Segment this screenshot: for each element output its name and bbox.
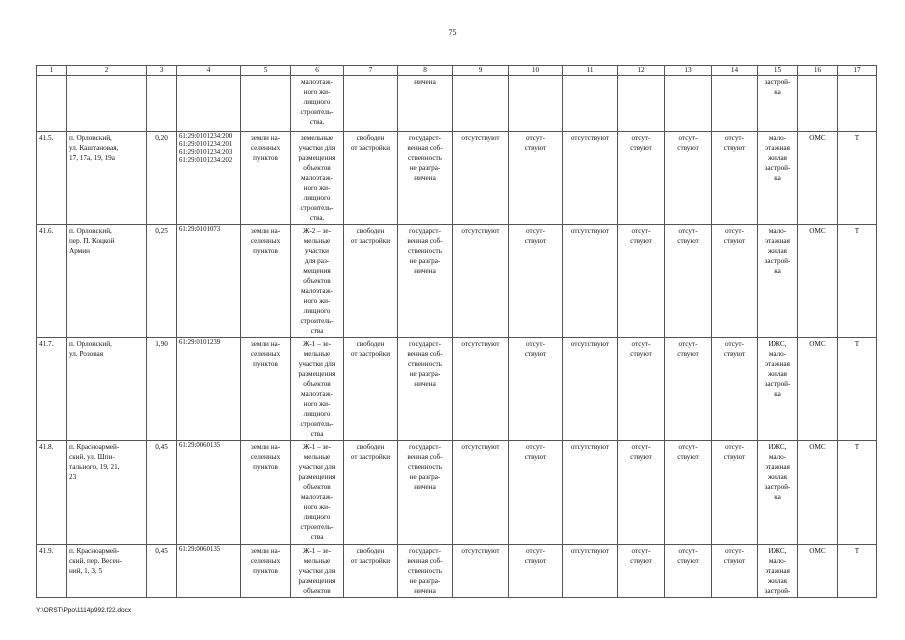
column-header: 17 — [838, 66, 877, 76]
table-cell-col12: отсут- ствуют — [618, 225, 665, 338]
column-header: 4 — [177, 66, 241, 76]
table-cell-col9: отсутствуют — [453, 338, 509, 441]
cadastral-numbers-cell — [177, 338, 241, 441]
table-cell-col1 — [37, 76, 67, 132]
table-cell-col12: отсут- ствуют — [618, 132, 665, 225]
table-cell-col14: отсут- ствуют — [712, 132, 758, 225]
table-cell-col13: отсут- ствуют — [665, 545, 712, 598]
column-header: 2 — [67, 66, 147, 76]
cadastral-number: 61:29:0060135 — [179, 546, 221, 553]
table-cell-col9 — [453, 76, 509, 132]
table-cell-col3: 1,90 — [147, 338, 177, 441]
table-cell-col10: отсут- ствуют — [509, 545, 563, 598]
table-row — [37, 545, 877, 598]
table-cell-col7: свободен от застройки — [344, 545, 398, 598]
table-cell-col5: земли на- селенных пунктов — [241, 545, 291, 598]
cadastral-numbers-cell — [177, 441, 241, 545]
table-cell-col14: отсут- ствуют — [712, 225, 758, 338]
table-cell-col16 — [798, 76, 838, 132]
table-cell-col6: земельные участки для размещения объектов малоэтаж- ного жи- лищного строитель- ства. — [291, 132, 344, 225]
table-cell-col17: Т — [838, 225, 877, 338]
table-cell-col14: отсут- ствуют — [712, 545, 758, 598]
table-cell-col5: земли на- селенных пунктов — [241, 441, 291, 545]
table-cell-col10: отсут- ствуют — [509, 441, 563, 545]
table-cell-col14: отсут- ствуют — [712, 441, 758, 545]
table-cell-col6: Ж-1 – зе- мельные участки для размещения объектов малоэтаж- ного жи- лищного строитель- ства — [291, 441, 344, 545]
table-cell-col16: ОМС — [798, 225, 838, 338]
cadastral-numbers-cell — [177, 545, 241, 598]
table-cell-col6: Ж-2 – зе- мельные участки для раз- мещения объектов малоэтаж- ного жи- лищного строитель- ства — [291, 225, 344, 338]
column-header: 9 — [453, 66, 509, 76]
table-cell-col2: п. Красноармей- ский, ул. Шпи- тального, 19, 21, 23 — [67, 441, 147, 545]
table-cell-col8: государст- венная соб- ственность не разгра- ничена — [398, 545, 453, 598]
table-cell-col17: Т — [838, 545, 877, 598]
column-header: 11 — [563, 66, 618, 76]
table-cell-col6: Ж-1 – зе- мельные участки для размещения объектов малоэтаж- ного жи- лищного строитель- ства — [291, 338, 344, 441]
cadastral-numbers-cell — [177, 76, 241, 132]
column-header: 12 — [618, 66, 665, 76]
header-row — [37, 66, 877, 76]
column-header: 1 — [37, 66, 67, 76]
table-cell-col7: свободен от застройки — [344, 225, 398, 338]
table-row — [37, 225, 877, 338]
table-cell-col1: 41.7. — [37, 338, 67, 441]
table-row — [37, 338, 877, 441]
cadastral-number: 61:29:0101234:201 — [179, 141, 233, 148]
table-cell-col3: 0,45 — [147, 545, 177, 598]
table-cell-col11: отсутствуют — [563, 338, 618, 441]
table-cell-col17: Т — [838, 441, 877, 545]
table-cell-col15: мало- этажная жилая застрой- ка — [758, 132, 798, 225]
table-cell-col12: отсут- ствуют — [618, 441, 665, 545]
table-cell-col10: отсут- ствуют — [509, 338, 563, 441]
table-cell-col14 — [712, 76, 758, 132]
table-cell-col6: Ж-1 – зе- мельные участки для размещения объектов — [291, 545, 344, 598]
cadastral-numbers-cell — [177, 132, 241, 225]
table-cell-col11 — [563, 76, 618, 132]
table-cell-col15: ИЖС, мало- этажная жилая застрой- ка — [758, 338, 798, 441]
page-number: 75 — [448, 28, 457, 37]
cadastral-number: 61:29:0101234:202 — [179, 157, 233, 164]
cadastral-numbers-cell — [177, 225, 241, 338]
table-cell-col7 — [344, 76, 398, 132]
table-cell-col9: отсутствуют — [453, 441, 509, 545]
table-cell-col5: земли на- селенных пунктов — [241, 132, 291, 225]
table-cell-col2: п. Орловский, ул. Каштановая, 17, 17а, 19, 19а — [67, 132, 147, 225]
table-cell-col13: отсут- ствуют — [665, 441, 712, 545]
table-cell-col8: государст- венная соб- ственность не разгра- ничена — [398, 225, 453, 338]
table-cell-col11: отсутствуют — [563, 545, 618, 598]
table-cell-col9: отсутствуют — [453, 545, 509, 598]
column-header: 6 — [291, 66, 344, 76]
table-cell-col17: Т — [838, 132, 877, 225]
table-cell-col12 — [618, 76, 665, 132]
cadastral-number: 61:29:0101234:203 — [179, 149, 233, 156]
table-cell-col15: мало- этажная жилая застрой- ка — [758, 225, 798, 338]
table-cell-col5: земли на- селенных пунктов — [241, 225, 291, 338]
table-cell-col16: ОМС — [798, 132, 838, 225]
column-header: 3 — [147, 66, 177, 76]
table-cell-col5 — [241, 76, 291, 132]
footer-file-path: Y:\ORST\Ppo\1114p992.f22.docx — [36, 607, 132, 614]
table-cell-col11: отсутствуют — [563, 225, 618, 338]
table-cell-col2 — [67, 76, 147, 132]
table-cell-col14: отсут- ствуют — [712, 338, 758, 441]
table-cell-col10: отсут- ствуют — [509, 132, 563, 225]
table-cell-col2: п. Орловский, пер. П. Коцкой Армин — [67, 225, 147, 338]
table-cell-col15: ИЖС, мало- этажная жилая застрой- ка — [758, 441, 798, 545]
table-row — [37, 441, 877, 545]
table-cell-col17: Т — [838, 338, 877, 441]
table-cell-col11: отсутствуют — [563, 441, 618, 545]
table-cell-col8: государст- венная соб- ственность не разгра- ничена — [398, 441, 453, 545]
cadastral-number: 61:29:0101234:200 — [179, 133, 233, 140]
table-cell-col11: отсутствуют — [563, 132, 618, 225]
table-cell-col17 — [838, 76, 877, 132]
table-cell-col8: ничена — [398, 76, 453, 132]
table-cell-col13: отсут- ствуют — [665, 225, 712, 338]
table-cell-col10: отсут- ствуют — [509, 225, 563, 338]
table-cell-col13: отсут- ствуют — [665, 132, 712, 225]
table-cell-col2: п. Красноармей- ский, пер. Весен- ний, 1, 3, 5 — [67, 545, 147, 598]
column-header: 7 — [344, 66, 398, 76]
column-header: 16 — [798, 66, 838, 76]
table-cell-col16: ОМС — [798, 338, 838, 441]
cadastral-number: 61:29:0101073 — [179, 226, 221, 233]
table-cell-col6: малоэтаж- ного жи- лищного строитель- ства. — [291, 76, 344, 132]
table-cell-col1: 41.6. — [37, 225, 67, 338]
land-plots-table — [36, 65, 877, 598]
table-cell-col10 — [509, 76, 563, 132]
column-header: 5 — [241, 66, 291, 76]
cadastral-number: 61:29:0060135 — [179, 442, 221, 449]
column-header: 15 — [758, 66, 798, 76]
table-cell-col2: п. Орловский, ул. Розовая — [67, 338, 147, 441]
column-header: 10 — [509, 66, 563, 76]
table-cell-col7: свободен от застройки — [344, 441, 398, 545]
table-cell-col3: 0,20 — [147, 132, 177, 225]
table-cell-col13 — [665, 76, 712, 132]
table-cell-col1: 41.8. — [37, 441, 67, 545]
table-cell-col15: застрой- ка — [758, 76, 798, 132]
column-header: 13 — [665, 66, 712, 76]
table-cell-col15: ИЖС, мало- этажная жилая застрой- — [758, 545, 798, 598]
table-cell-col16: ОМС — [798, 545, 838, 598]
table-cell-col1: 41.5. — [37, 132, 67, 225]
table-cell-col9: отсутствуют — [453, 225, 509, 338]
table-cell-col12: отсут- ствуют — [618, 338, 665, 441]
table-row — [37, 76, 877, 132]
table-cell-col3: 0,25 — [147, 225, 177, 338]
table-cell-col5: земли на- селенных пунктов — [241, 338, 291, 441]
table-cell-col3: 0,45 — [147, 441, 177, 545]
column-header: 14 — [712, 66, 758, 76]
table-cell-col9: отсутствуют — [453, 132, 509, 225]
table-cell-col7: свободен от застройки — [344, 338, 398, 441]
table-cell-col1: 41.9. — [37, 545, 67, 598]
table-cell-col8: государст- венная соб- ственность не разгра- ничена — [398, 338, 453, 441]
column-header: 8 — [398, 66, 453, 76]
table-cell-col8: государст- венная соб- ственность не разгра- ничена — [398, 132, 453, 225]
table-cell-col7: свободен от застройки — [344, 132, 398, 225]
table-cell-col16: ОМС — [798, 441, 838, 545]
table-cell-col3 — [147, 76, 177, 132]
table-cell-col13: отсут- ствуют — [665, 338, 712, 441]
table-cell-col12: отсут- ствуют — [618, 545, 665, 598]
table-row — [37, 132, 877, 225]
cadastral-number: 61:29:0101239 — [179, 339, 221, 346]
